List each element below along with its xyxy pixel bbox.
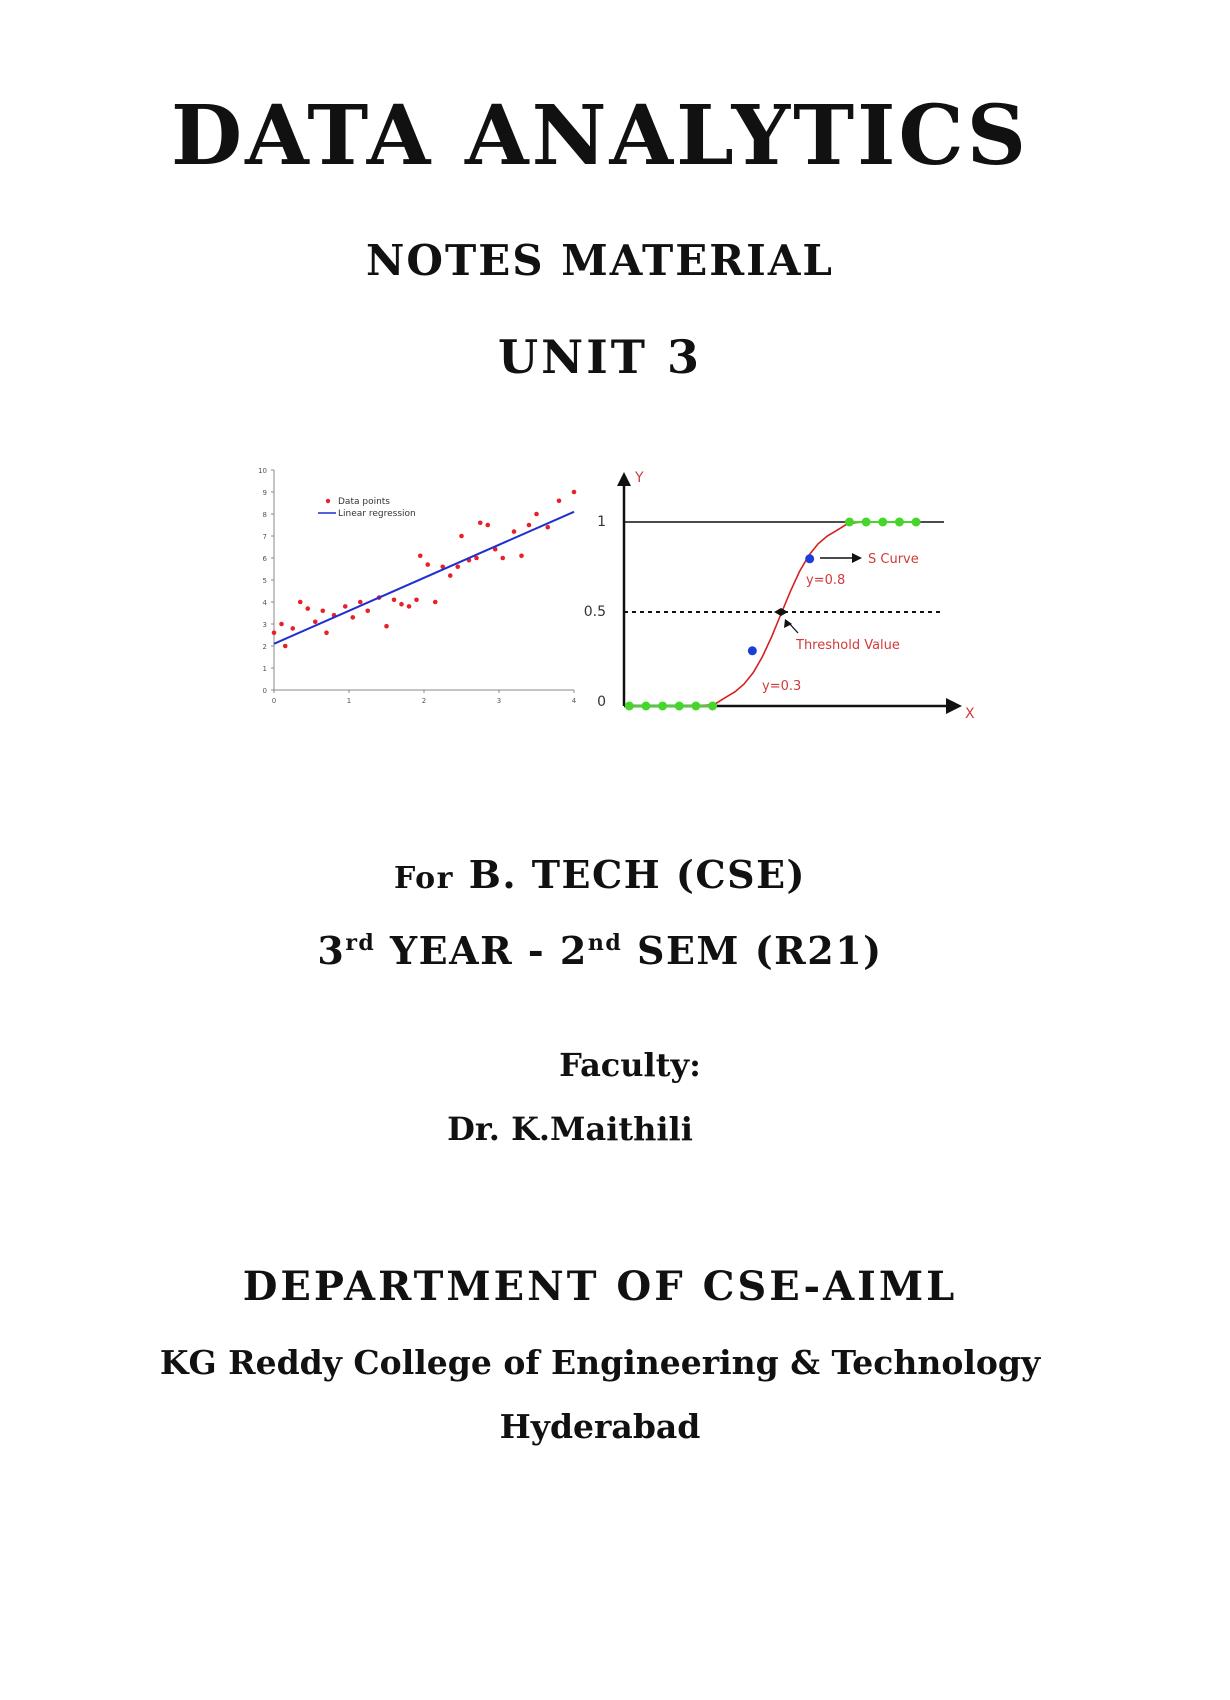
sg-class-zero-point [691, 702, 700, 711]
unit-heading: UNIT 3 [498, 330, 702, 384]
sg-class-one-point [895, 518, 904, 527]
lr-data-point [478, 521, 483, 526]
sg-class-one-points [845, 518, 921, 527]
lr-data-point [279, 622, 284, 627]
lr-x-ticks [272, 690, 577, 705]
lr-data-point [534, 512, 539, 517]
course-line [0, 852, 1200, 897]
lr-data-point [433, 600, 438, 605]
lr-data-point [572, 490, 577, 495]
lr-data-point [485, 523, 490, 528]
lr-data-point [384, 624, 389, 629]
sg-x-arrow-icon [946, 698, 962, 714]
city-name: Hyderabad [499, 1407, 701, 1446]
lr-regression-line [274, 512, 574, 644]
legend-label-points: Data points [338, 497, 390, 507]
faculty-label: Faculty: [559, 1046, 701, 1084]
sg-class-zero-point [708, 702, 717, 711]
lr-data-point [320, 609, 325, 614]
document-subtitle: NOTES MATERIAL [366, 236, 834, 285]
lr-data-point [527, 523, 532, 528]
sem-number: 2 [559, 928, 588, 973]
lr-data-point [399, 602, 404, 607]
lr-data-point [392, 598, 397, 603]
lr-data-point [272, 631, 277, 636]
sem-text: SEM (R21) [622, 928, 883, 973]
lr-data-point [407, 604, 412, 609]
lr-y-tick-label: 1 [262, 665, 267, 673]
faculty-name: Dr. K.Maithili [447, 1110, 693, 1148]
lr-data-point [414, 598, 419, 603]
sg-class-zero-points [625, 702, 717, 711]
lr-data-point [545, 525, 550, 530]
college-name: KG Reddy College of Engineering & Technology [159, 1343, 1041, 1382]
sg-class-zero-point [675, 702, 684, 711]
lr-data-point [519, 554, 524, 559]
lr-y-ticks [258, 467, 274, 695]
sg-class-one-point [862, 518, 871, 527]
lr-y-tick-label: 8 [262, 511, 267, 519]
lr-y-tick-label: 0 [262, 687, 267, 695]
sg-tick-1: 1 [597, 514, 606, 530]
lr-data-point [448, 573, 453, 578]
sg-highlight-point [748, 646, 757, 655]
sg-y-arrow-icon [617, 472, 631, 486]
document-title: DATA ANALYTICS [171, 88, 1029, 184]
sg-y-label: Y [635, 470, 644, 486]
lr-y-tick-label: 10 [258, 467, 267, 475]
department-name: DEPARTMENT OF CSE-AIML [242, 1263, 958, 1310]
lr-data-point [557, 499, 562, 504]
lr-data-point [418, 554, 423, 559]
lr-x-tick-label: 1 [346, 697, 352, 705]
lr-y-tick-label: 6 [262, 555, 267, 563]
sg-highlight-point [805, 554, 814, 563]
sem-suffix: nd [587, 930, 623, 956]
year-number: 3 [317, 928, 346, 973]
lr-data-point [298, 600, 303, 605]
lr-y-tick-label: 3 [262, 621, 267, 629]
linear-regression-chart [258, 467, 577, 705]
lr-y-tick-label: 5 [262, 577, 267, 585]
lr-x-tick-label: 2 [421, 697, 427, 705]
lr-x-tick-label: 4 [571, 697, 577, 705]
lr-data-point [324, 631, 329, 636]
year-suffix: rd [345, 930, 376, 956]
lr-data-point [500, 556, 505, 561]
lr-data-point [365, 609, 370, 614]
sg-class-one-point [912, 518, 921, 527]
sg-class-one-point [878, 518, 887, 527]
threshold-arrow-icon [784, 619, 792, 628]
lr-data-point [512, 529, 517, 534]
lr-data-point [343, 604, 348, 609]
sg-class-zero-point [658, 702, 667, 711]
lr-y-tick-label: 4 [262, 599, 267, 607]
lr-data-point [305, 606, 310, 611]
sg-class-one-point [845, 518, 854, 527]
lr-x-tick-label: 0 [271, 697, 277, 705]
sg-class-zero-point [641, 702, 650, 711]
lr-data-point [358, 600, 363, 605]
sg-class-zero-point [625, 702, 634, 711]
lr-data-point [313, 620, 318, 625]
sigmoid-chart [584, 470, 975, 722]
lr-y-tick-label: 9 [262, 489, 267, 497]
lr-data-point [425, 562, 430, 567]
year-text: YEAR - [375, 928, 560, 973]
lr-data-point [455, 565, 460, 570]
s-curve-label: S Curve [868, 552, 919, 567]
course-for: For [393, 861, 454, 896]
legend-label-line: Linear regression [338, 509, 416, 519]
y08-label: y=0.8 [806, 573, 846, 588]
lr-y-tick-label: 7 [262, 533, 267, 541]
legend-marker-points [326, 499, 330, 503]
sg-tick-0-5: 0.5 [583, 604, 606, 620]
lr-data-point [350, 615, 355, 620]
threshold-label: Threshold Value [796, 638, 900, 653]
lr-x-tick-label: 3 [496, 697, 502, 705]
lr-legend [318, 497, 416, 519]
sg-threshold-marker [774, 608, 788, 616]
y03-label: y=0.3 [762, 679, 802, 694]
cover-figures [258, 458, 1002, 728]
course-name: B. TECH (CSE) [468, 852, 807, 897]
s-curve-arrow-icon [852, 553, 862, 563]
lr-data-point [459, 534, 464, 539]
sg-x-label: X [965, 706, 975, 722]
sg-tick-0: 0 [597, 694, 606, 710]
lr-data-point [290, 626, 295, 631]
year-semester-line [0, 928, 1200, 973]
lr-data-point [283, 644, 288, 649]
lr-y-tick-label: 2 [262, 643, 267, 651]
